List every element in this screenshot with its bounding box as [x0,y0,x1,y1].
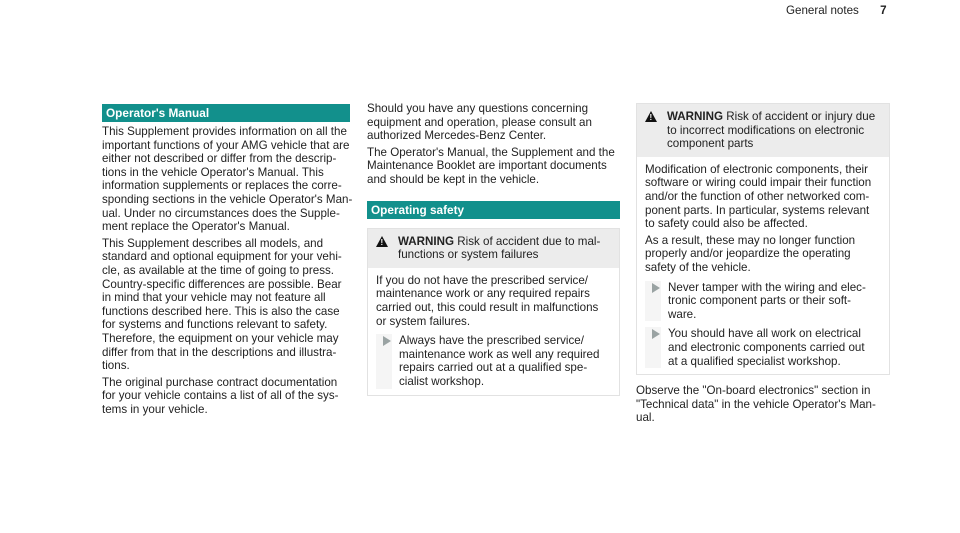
warning-header [637,104,889,157]
text-line: Never tamper with the wiring and elec- [668,280,866,294]
paragraph [645,234,881,275]
text-line: cialist workshop. [399,374,485,388]
warning-title-line: to incorrect modifications on electronic [667,123,865,137]
instruction-step [645,327,881,368]
text-line: repairs carried out at a qualified spe- [399,361,588,375]
text-line: Should you have any questions concerning [367,102,589,115]
warning-triangle-icon [376,236,388,247]
text-line: ponent parts. In particular, systems relevant [645,203,870,217]
column-2-text [367,102,620,187]
text-line: either not described or differ from the descrip- [102,152,337,166]
text-line: equipment and operation, please consult an [367,115,592,129]
text-line: for systems and functions relevant to safety. [102,318,328,332]
text-line: standard and optional equipment for your vehi- [102,250,342,264]
warning-title-text: Risk of accident due to mal- [457,234,601,248]
text-line: at a qualified specialist workshop. [668,354,841,368]
text-line: Always have the prescribed service/ [399,334,584,348]
text-line: cle, as available at the time of going to press. [102,263,335,277]
text-line: Therefore, the equipment on your vehicle may [102,331,339,345]
instruction-step [645,281,881,322]
text-line: carried out, this could result in malfunctions [376,300,599,314]
text-line: properly and/or jeopardize the operating [645,247,851,261]
paragraph [102,237,350,373]
text-line: tions in the vehicle Operator's Manual. This [102,165,324,179]
text-line: maintenance work or any required repairs [376,287,590,301]
text-line: authorized Mercedes-Benz Center. [367,129,547,143]
column-3-text [636,384,890,425]
text-line: You should have all work on electrical [668,327,861,341]
warning-label: WARNING [398,234,455,248]
text-line: "Technical data" in the vehicle Operator's Man- [636,397,876,411]
text-line: tions. [102,359,130,373]
text-line: and electronic components carried out [668,340,865,354]
paragraph [376,274,611,328]
text-line: This Supplement describes all models, and [102,236,324,250]
text-line: to safety could also be affected. [645,217,808,231]
warning-title-text: Risk of accident or injury due [726,110,876,123]
text-line: Maintenance Booklet are important documents [367,159,607,173]
text-line: for your vehicle contains a list of all of the sys- [102,389,339,403]
column-2 [367,102,620,396]
text-line: safety of the vehicle. [645,260,751,274]
section-heading-operating-safety: Operating safety [367,201,620,219]
text-line: As a result, these may no longer function [645,233,856,247]
warning-body [637,157,889,374]
text-line: differ from that in the descriptions and illustra- [102,345,337,359]
text-line: ware. [668,307,697,321]
text-line: tems in your vehicle. [102,402,208,416]
text-line: in mind that your vehicle may not feature all [102,291,326,305]
paragraph [645,163,881,231]
column-1 [102,104,353,419]
warning-title-line [398,235,611,249]
text-line: Observe the "On-board electronics" section in [636,384,871,398]
text-line: and/or the function of other networked com- [645,189,870,203]
warning-title-line [667,110,881,124]
text-line: Modification of electronic components, their [645,162,868,176]
warning-label: WARNING [667,110,724,123]
warning-triangle-icon [645,111,657,122]
text-line: The Operator's Manual, the Supplement and the [367,145,615,159]
section-title: General notes [786,4,859,17]
text-line: functions described here. This is also the case [102,304,340,318]
warning-header [368,229,619,268]
text-line: or system failures. [376,314,471,328]
warning-body [368,268,619,395]
arrow-right-icon [383,336,391,346]
paragraph [367,146,620,187]
text-line: ment replace the Operator's Manual. [102,220,290,234]
arrow-right-icon [652,283,660,293]
text-line: information supplements or replaces the corre- [102,179,342,193]
warning-box-malfunctions [367,228,620,396]
paragraph [102,125,353,234]
text-line: ual. Under no circumstances does the Supple- [102,206,340,220]
text-line: maintenance work as well any required [399,347,600,361]
text-line: ual. [636,411,655,425]
text-line: and should be kept in the vehicle. [367,172,540,186]
warning-title-line: component parts [667,137,754,151]
warning-box-electronic-modifications [636,103,890,375]
text-line: If you do not have the prescribed service/ [376,273,589,287]
text-line: Country-specific differences are possible. Bear [102,277,342,291]
paragraph [367,102,620,143]
paragraph [636,384,890,425]
column-1-text [102,125,353,416]
text-line: tronic component parts or their soft- [668,294,852,308]
arrow-right-icon [652,329,660,339]
running-header [786,4,887,17]
column-3 [636,103,890,428]
section-heading-operators-manual: Operator's Manual [102,104,350,122]
page-number: 7 [880,4,887,17]
instruction-step [376,334,611,388]
text-line: important functions of your AMG vehicle that are [102,138,350,152]
text-line: sponding sections in the vehicle Operator's Man- [102,192,353,206]
paragraph [102,376,350,417]
text-line: This Supplement provides information on all the [102,125,347,138]
text-line: software or wiring could impair their function [645,176,872,190]
text-line: The original purchase contract documentation [102,375,338,389]
warning-title-line: functions or system failures [398,248,539,262]
